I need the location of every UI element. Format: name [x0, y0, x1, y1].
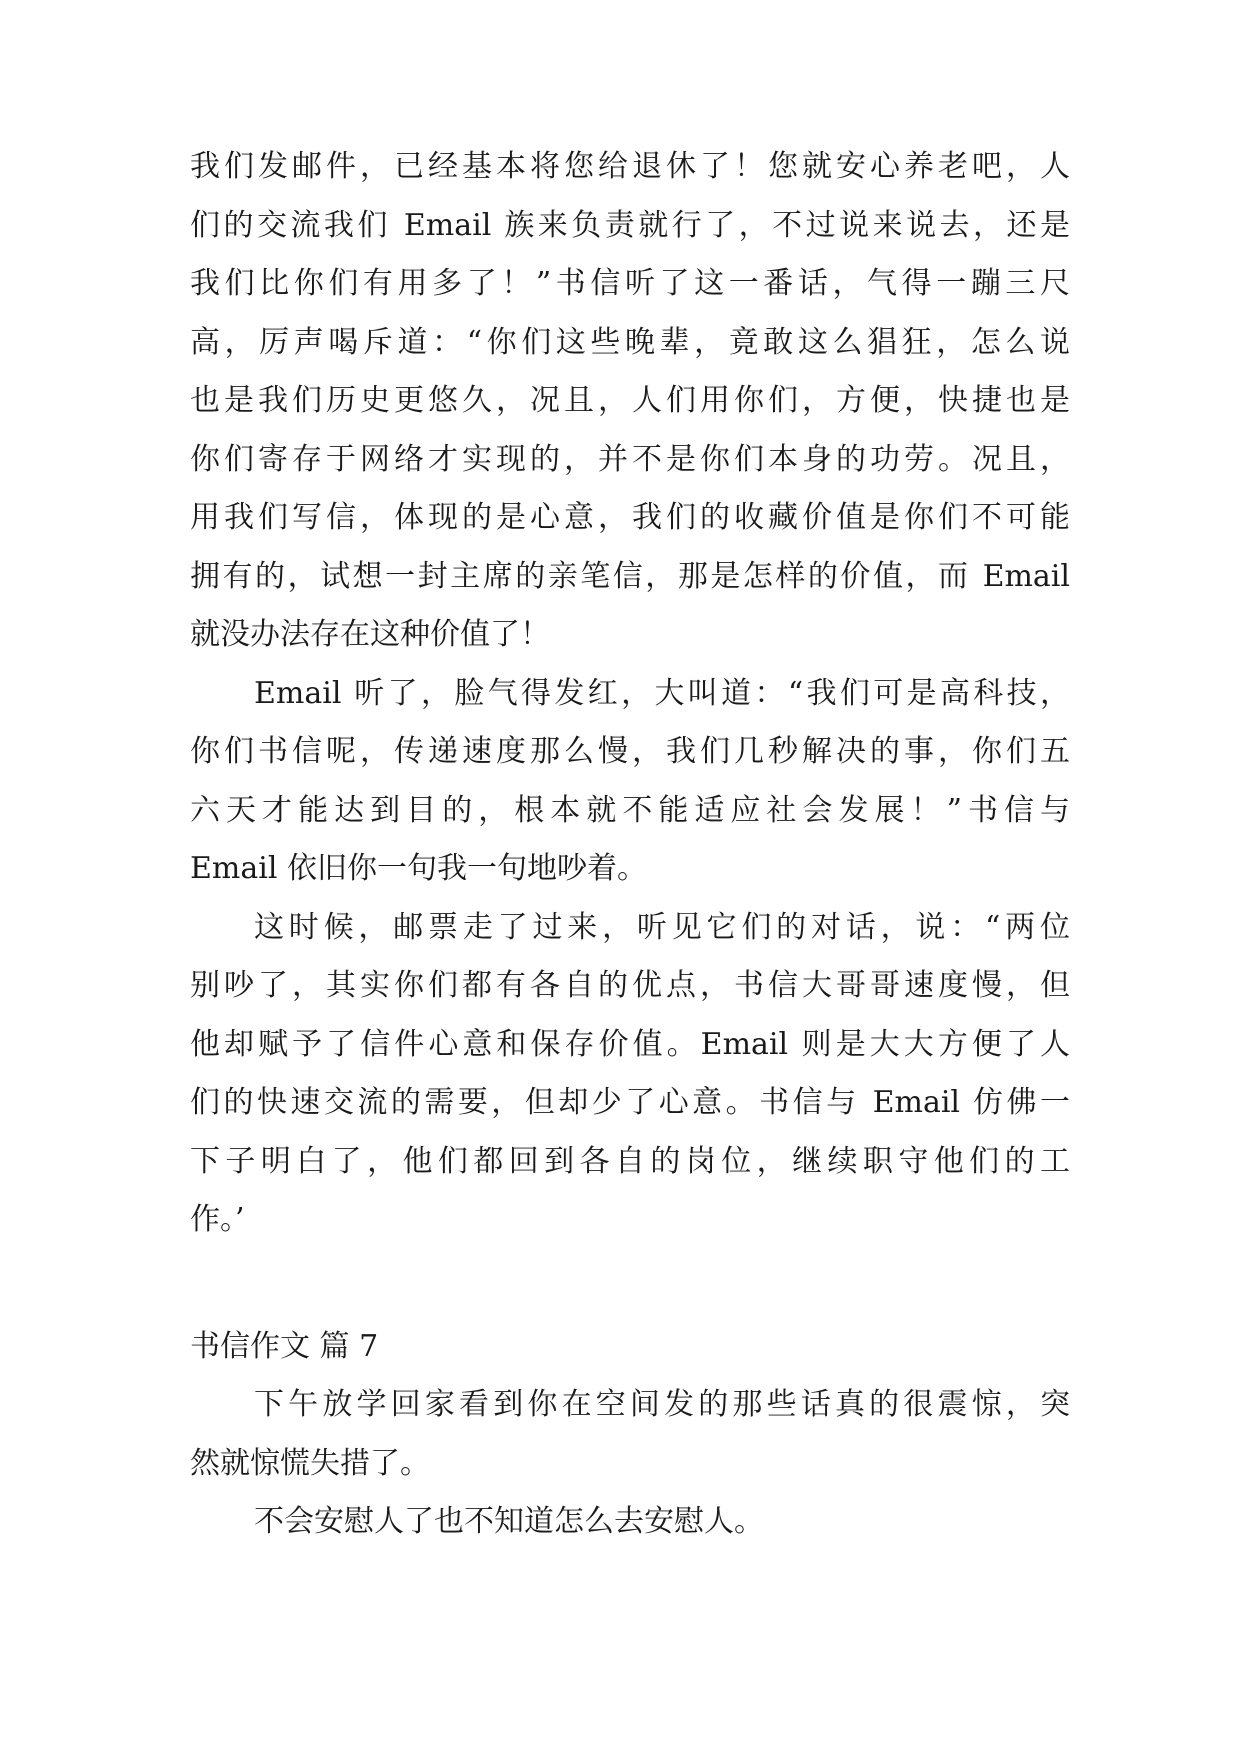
text-line: 他却赋予了信件心意和保存价值。Email 则是大大方便了人 — [190, 1026, 1070, 1062]
text-line: 们的快速交流的需要，但却少了心意。书信与 Email 仿佛一 — [190, 1085, 1070, 1120]
paragraph-1 — [190, 138, 1070, 665]
text-line: 然就惊慌失措了。 — [190, 1445, 430, 1481]
text-line: 你们书信呢，传递速度那么慢，我们几秒解决的事，你们五 — [190, 734, 1070, 769]
text-line: 我们比你们有用多了！”书信听了这一番话，气得一蹦三尺 — [190, 266, 1070, 301]
text-line: 作。’ — [190, 1202, 245, 1237]
text-line: Email 听了，脸气得发红，大叫道：“我们可是高科技， — [254, 675, 1070, 711]
text-line: 下午放学回家看到你在空间发的那些话真的很震惊，突 — [254, 1387, 1070, 1422]
paragraph-3 — [190, 899, 1070, 1250]
text-line: 这时候，邮票走了过来，听见它们的对话，说：“两位 — [254, 909, 1070, 945]
text-line: 不会安慰人了也不知道怎么去安慰人。 — [254, 1504, 764, 1539]
text-line: 拥有的，试想一封主席的亲笔信，那是怎样的价值，而 Email — [190, 558, 1070, 594]
section-heading: 书信作文 篇 7 — [190, 1329, 379, 1364]
text-line: 用我们写信，体现的是心意，我们的收藏价值是你们不可能 — [190, 500, 1070, 535]
text-line: 我们发邮件，已经基本将您给退休了！您就安心养老吧，人 — [190, 149, 1070, 184]
text-line: 高，厉声喝斥道：“你们这些晚辈，竟敢这么猖狂，怎么说 — [190, 324, 1070, 360]
paragraph-2 — [190, 665, 1070, 899]
text-line: 也是我们历史更悠久，况且，人们用你们，方便，快捷也是 — [190, 383, 1070, 418]
text-line: 下子明白了，他们都回到各自的岗位，继续职守他们的工 — [190, 1143, 1070, 1179]
essay-section-2 — [190, 1376, 1070, 1552]
text-line: 你们寄存于网络才实现的，并不是你们本身的功劳。况且， — [190, 441, 1070, 477]
paragraph-2 — [190, 1493, 1070, 1552]
text-line: 们的交流我们 Email 族来负责就行了，不过说来说去，还是 — [190, 207, 1070, 243]
text-line: 别吵了，其实你们都有各自的优点，书信大哥哥速度慢，但 — [190, 968, 1070, 1003]
text-line: 就没办法存在这种价值了！ — [190, 617, 550, 652]
text-line: Email 依旧你一句我一句地吵着。 — [190, 851, 647, 886]
paragraph-1 — [190, 1376, 1070, 1493]
essay-section-1 — [190, 138, 1070, 1250]
text-line: 六天才能达到目的，根本就不能适应社会发展！”书信与 — [190, 792, 1070, 828]
